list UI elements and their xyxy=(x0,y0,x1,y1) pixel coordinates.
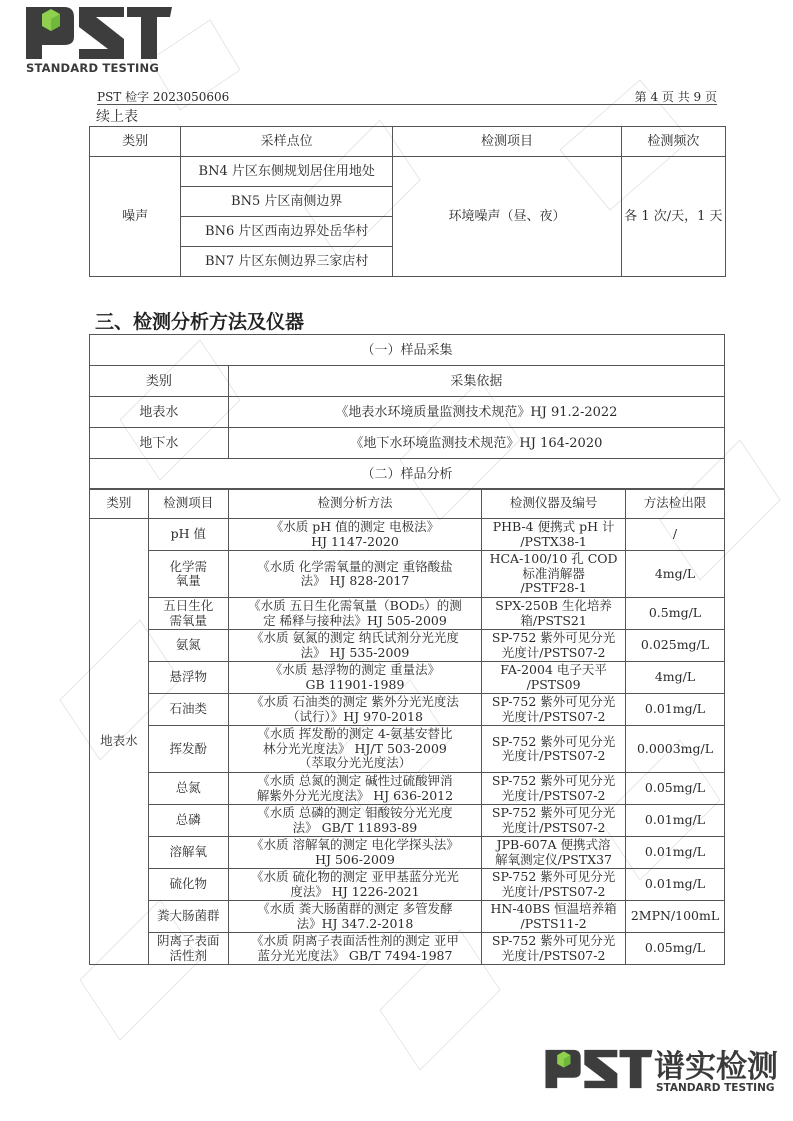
test-item-cell-line: 化学需 xyxy=(169,558,208,574)
method-cell-line: 《水质 氨氮的测定 纳氏试剂分光光度 xyxy=(250,630,459,645)
method-cell-line: 《水质 石油类的测定 紫外分光光度法 xyxy=(250,694,459,709)
test-item-cell-line: 五日生化 xyxy=(163,598,214,613)
company-logo-bottom xyxy=(544,1043,784,1098)
instrument-cell-line: SP-752 紫外可见分光 xyxy=(491,805,616,820)
method-cell xyxy=(228,837,481,869)
instrument-cell-line: 光度计/PSTS07-2 xyxy=(501,819,606,835)
sampling-point-cell: BN7 片区东侧边界三家店村 xyxy=(181,247,393,277)
method-cell xyxy=(228,869,481,901)
test-item-cell-line: 总氮 xyxy=(175,780,201,796)
test-item-cell-line: 活性剂 xyxy=(169,947,208,963)
instrument-cell-line: HCA-100/10 孔 COD xyxy=(489,551,618,567)
table-row xyxy=(90,837,725,869)
category-cell: 地表水 xyxy=(90,519,149,965)
instrument-cell-line: SP-752 紫外可见分光 xyxy=(491,773,616,788)
table-row xyxy=(90,694,725,726)
method-cell xyxy=(228,551,481,598)
header-instrument: 检测仪器及编号 xyxy=(482,489,626,519)
instrument-cell xyxy=(482,901,626,933)
method-cell xyxy=(228,901,481,933)
method-cell-line: 《水质 五日生化需氧量（BOD₅）的测 xyxy=(248,598,462,613)
method-cell-line: 《水质 阴离子表面活性剂的测定 亚甲 xyxy=(250,933,459,948)
method-cell-line: 《水质 挥发酚的测定 4-氨基安替比 xyxy=(257,726,453,742)
method-cell-line: 法》 HJ 828-2017 xyxy=(300,573,410,588)
instrument-cell xyxy=(482,519,626,551)
instrument-cell-line: 光度计/PSTS07-2 xyxy=(501,748,606,763)
pst-logo-icon xyxy=(544,1043,654,1095)
test-item-cell-line: 粪大肠菌群 xyxy=(157,908,220,924)
instrument-cell xyxy=(482,726,626,773)
header-category: 类别 xyxy=(90,366,229,397)
table-header-row xyxy=(90,127,726,157)
instrument-cell-line: SP-752 紫外可见分光 xyxy=(491,869,616,884)
noise-sampling-table xyxy=(89,126,726,277)
detection-limit-cell: / xyxy=(625,519,724,551)
method-cell-line: 《水质 溶解氧的测定 电化学探头法》 xyxy=(250,837,459,852)
method-cell-line: 《水质 硫化物的测定 亚甲基蓝分光光 xyxy=(250,869,459,884)
table-row xyxy=(90,901,725,933)
method-cell-line: 法》 GB/T 11893-89 xyxy=(292,819,418,835)
analysis-subtitle: （二）样品分析 xyxy=(90,459,725,490)
category-cell: 地表水 xyxy=(90,397,229,428)
header-category: 类别 xyxy=(90,489,149,519)
instrument-cell xyxy=(482,598,626,630)
test-item-cell: 环境噪声（昼、夜） xyxy=(393,157,622,277)
company-logo-top xyxy=(24,5,174,75)
instrument-cell xyxy=(482,694,626,726)
test-item-cell-line: 氨氮 xyxy=(175,637,201,653)
method-cell-line: 蓝分光光度法》 GB/T 7494-1987 xyxy=(257,947,453,963)
method-cell xyxy=(228,598,481,630)
test-item-cell xyxy=(148,551,228,598)
instrument-cell-line: 光度计/PSTS07-2 xyxy=(501,644,606,660)
method-cell-line: 度法》 HJ 1226-2021 xyxy=(290,883,420,899)
test-item-cell xyxy=(148,662,228,694)
instrument-cell-line: 光度计/PSTS07-2 xyxy=(501,947,606,963)
header-category: 类别 xyxy=(90,127,181,157)
detection-limit-cell: 0.05mg/L xyxy=(625,773,724,805)
test-item-cell xyxy=(148,598,228,630)
frequency-cell: 各 1 次/天，1 天 xyxy=(621,157,725,277)
detection-limit-cell: 0.025mg/L xyxy=(625,630,724,662)
instrument-cell-line: /PSTS09 xyxy=(526,676,581,692)
header-test-item: 检测项目 xyxy=(148,489,228,519)
logo-chinese-name: 谱实检测 xyxy=(654,1049,778,1085)
table-row xyxy=(90,630,725,662)
test-item-cell-line: 硫化物 xyxy=(169,876,208,892)
test-item-cell xyxy=(148,933,228,965)
analysis-methods-table xyxy=(89,488,725,965)
instrument-cell-line: PHB-4 便携式 pH 计 xyxy=(492,519,615,534)
table-row xyxy=(90,519,725,551)
instrument-cell-line: SP-752 紫外可见分光 xyxy=(491,933,616,948)
test-item-cell-line: 溶解氧 xyxy=(169,844,208,860)
test-item-cell-line: 需氧量 xyxy=(169,612,208,628)
detection-limit-cell: 0.5mg/L xyxy=(625,598,724,630)
detection-limit-cell: 0.05mg/L xyxy=(625,933,724,965)
instrument-cell-line: 光度计/PSTS07-2 xyxy=(501,787,606,803)
test-item-cell-line: 悬浮物 xyxy=(169,669,208,685)
continued-label: 续上表 xyxy=(96,109,138,125)
instrument-cell-line: /PSTF28-1 xyxy=(520,580,587,596)
table-row xyxy=(90,662,725,694)
test-item-cell-line: 挥发酚 xyxy=(169,740,208,756)
instrument-cell xyxy=(482,551,626,598)
test-item-cell-line: 总磷 xyxy=(175,812,201,828)
table-row xyxy=(90,428,725,459)
method-cell xyxy=(228,630,481,662)
instrument-cell-line: SP-752 紫外可见分光 xyxy=(491,694,616,709)
header-basis: 采集依据 xyxy=(228,366,724,397)
table-row xyxy=(90,726,725,773)
instrument-cell-line: 标准消解器 xyxy=(522,565,585,581)
category-cell: 地下水 xyxy=(90,428,229,459)
instrument-cell-line: SP-752 紫外可见分光 xyxy=(491,630,616,645)
test-item-cell xyxy=(148,805,228,837)
header-sampling-point: 采样点位 xyxy=(181,127,393,157)
test-item-cell xyxy=(148,726,228,773)
method-cell xyxy=(228,694,481,726)
logo-tagline: STANDARD TESTING xyxy=(26,61,159,75)
test-item-cell xyxy=(148,694,228,726)
detection-limit-cell: 4mg/L xyxy=(625,551,724,598)
method-cell xyxy=(228,662,481,694)
method-cell-line: 解紫外分光光度法》 HJ 636-2012 xyxy=(256,787,454,803)
header-method: 检测分析方法 xyxy=(228,489,481,519)
sampling-point-cell: BN6 片区西南边界处岳华村 xyxy=(181,217,393,247)
header-detection-limit: 方法检出限 xyxy=(625,489,724,519)
report-number: PST 检字 2023050606 xyxy=(97,90,230,104)
instrument-cell xyxy=(482,869,626,901)
method-cell-line: 《水质 总磷的测定 钼酸铵分光光度 xyxy=(257,805,453,820)
detection-limit-cell: 0.0003mg/L xyxy=(625,726,724,773)
table-row xyxy=(90,551,725,598)
header-frequency: 检测频次 xyxy=(621,127,725,157)
instrument-cell-line: 光度计/PSTS07-2 xyxy=(501,883,606,899)
method-cell-line: 定 稀释与接种法》HJ 505-2009 xyxy=(263,612,447,628)
instrument-cell-line: FA-2004 电子天平 xyxy=(500,662,607,677)
detection-limit-cell: 0.01mg/L xyxy=(625,869,724,901)
method-cell-line: 《水质 pH 值的测定 电极法》 xyxy=(270,519,440,534)
header-test-item: 检测项目 xyxy=(393,127,622,157)
instrument-cell-line: 箱/PSTS21 xyxy=(520,612,587,628)
method-cell-line: 法》 HJ 535-2009 xyxy=(300,644,410,660)
instrument-cell xyxy=(482,933,626,965)
instrument-cell xyxy=(482,805,626,837)
category-cell: 噪声 xyxy=(90,157,181,277)
method-cell-line: 《水质 粪大肠菌群的测定 多管发酵 xyxy=(257,901,453,916)
instrument-cell-line: JPB-607A 便携式溶 xyxy=(496,837,611,852)
instrument-cell-line: HN-40BS 恒温培养箱 xyxy=(490,901,617,916)
instrument-cell-line: SPX-250B 生化培养 xyxy=(495,598,612,613)
test-item-cell-line: 阴离子表面 xyxy=(157,933,220,948)
method-cell xyxy=(228,773,481,805)
page-header xyxy=(97,87,717,105)
method-cell-line: HJ 1147-2020 xyxy=(311,533,399,549)
method-cell-line: 《水质 化学需氧量的测定 重铬酸盐 xyxy=(257,558,453,574)
method-cell-line: （试行）》HJ 970-2018 xyxy=(286,708,423,724)
instrument-cell xyxy=(482,662,626,694)
detection-limit-cell: 0.01mg/L xyxy=(625,805,724,837)
table-header-row xyxy=(90,489,725,519)
table-row xyxy=(90,773,725,805)
instrument-cell-line: /PSTS11-2 xyxy=(520,915,587,931)
section-title: 三、检测分析方法及仪器 xyxy=(95,311,305,333)
test-item-cell xyxy=(148,837,228,869)
instrument-cell-line: 解氧测定仪/PSTX37 xyxy=(495,851,612,867)
detection-limit-cell: 0.01mg/L xyxy=(625,837,724,869)
test-item-cell xyxy=(148,519,228,551)
method-cell xyxy=(228,805,481,837)
table-row xyxy=(90,869,725,901)
method-cell xyxy=(228,726,481,773)
sampling-point-cell: BN5 片区南侧边界 xyxy=(181,187,393,217)
method-cell-line: 《水质 悬浮物的测定 重量法》 xyxy=(269,662,441,677)
method-cell-line: GB 11901-1989 xyxy=(305,676,405,692)
detection-limit-cell: 0.01mg/L xyxy=(625,694,724,726)
method-cell xyxy=(228,933,481,965)
sampling-basis-table xyxy=(89,334,725,490)
table-row xyxy=(90,397,725,428)
basis-cell: 《地表水环境质量监测技术规范》HJ 91.2-2022 xyxy=(228,397,724,428)
method-cell xyxy=(228,519,481,551)
sampling-point-cell: BN4 片区东侧规划居住用地处 xyxy=(181,157,393,187)
test-item-cell xyxy=(148,901,228,933)
detection-limit-cell: 4mg/L xyxy=(625,662,724,694)
instrument-cell xyxy=(482,773,626,805)
test-item-cell xyxy=(148,773,228,805)
page-number: 第 4 页 共 9 页 xyxy=(634,90,717,104)
method-cell-line: （萃取分光光度法） xyxy=(298,755,412,771)
method-cell-line: 林分光光度法》 HJ/T 503-2009 xyxy=(263,740,447,756)
table-row xyxy=(90,157,726,187)
table-row xyxy=(90,598,725,630)
instrument-cell-line: 光度计/PSTS07-2 xyxy=(501,708,606,724)
test-item-cell-line: 石油类 xyxy=(169,701,208,717)
instrument-cell xyxy=(482,837,626,869)
logo-tagline: STANDARD TESTING xyxy=(656,1082,775,1094)
test-item-cell-line: pH 值 xyxy=(170,526,206,542)
method-cell-line: HJ 506-2009 xyxy=(315,851,395,867)
test-item-cell xyxy=(148,869,228,901)
basis-cell: 《地下水环境监测技术规范》HJ 164-2020 xyxy=(228,428,724,459)
test-item-cell-line: 氧量 xyxy=(175,573,201,588)
method-cell-line: 《水质 总氮的测定 碱性过硫酸钾消 xyxy=(257,773,453,788)
detection-limit-cell: 2MPN/100mL xyxy=(625,901,724,933)
instrument-cell-line: /PSTX38-1 xyxy=(520,533,587,549)
instrument-cell xyxy=(482,630,626,662)
instrument-cell-line: SP-752 紫外可见分光 xyxy=(491,733,616,749)
table-row xyxy=(90,805,725,837)
sampling-subtitle: （一）样品采集 xyxy=(90,335,725,366)
pst-logo-icon xyxy=(24,5,174,61)
test-item-cell xyxy=(148,630,228,662)
method-cell-line: 法》HJ 347.2-2018 xyxy=(296,915,414,931)
table-row xyxy=(90,933,725,965)
